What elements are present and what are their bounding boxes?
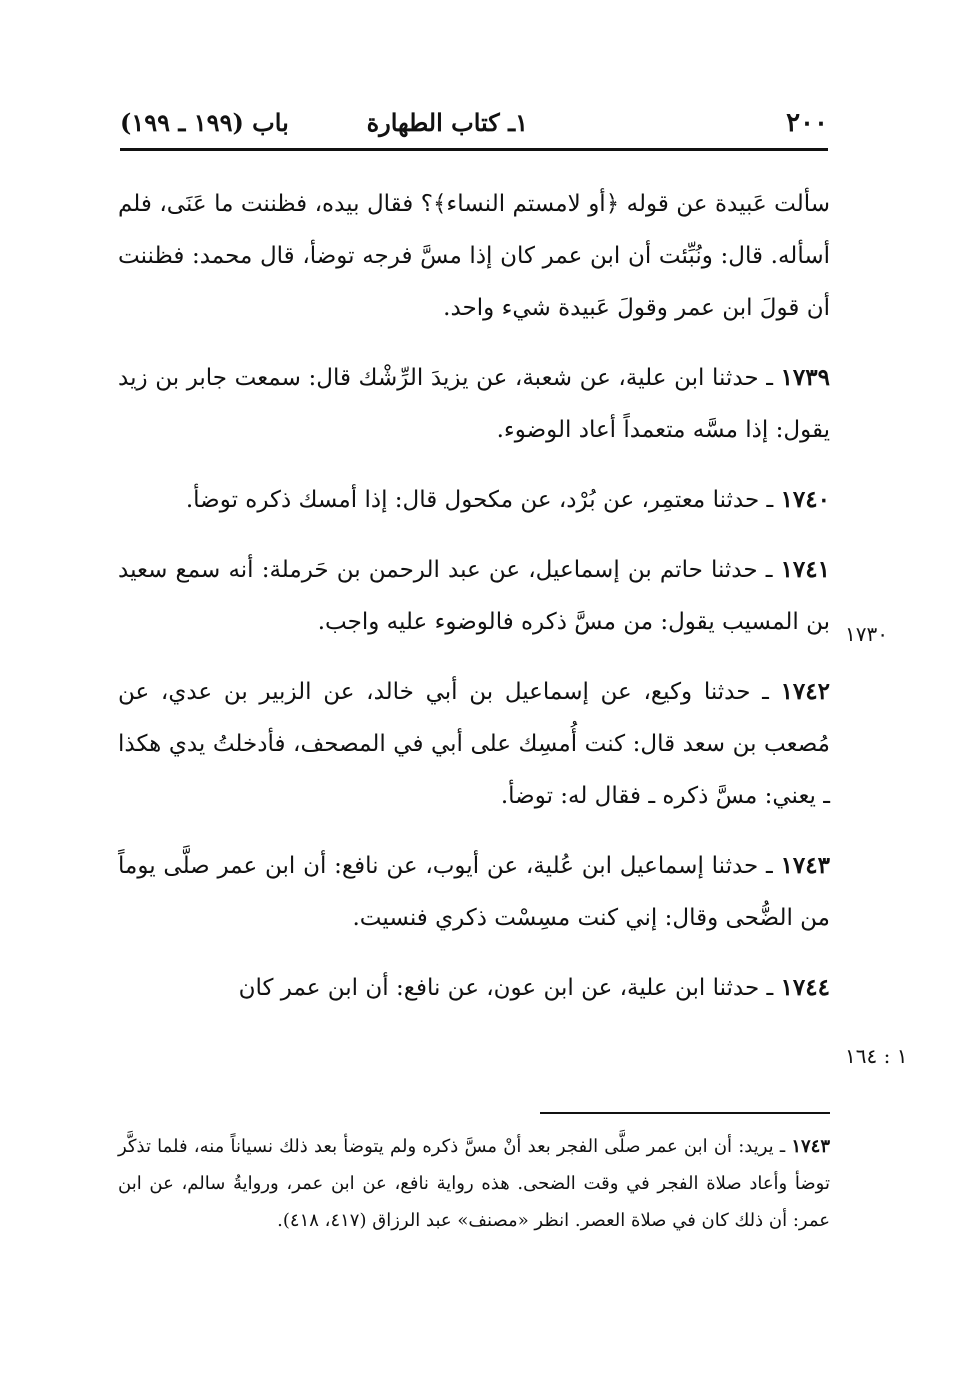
paragraph-text: ـ حدثنا حاتم بن إسماعيل، عن عبد الرحمن بن حَرملة: أنه سمع سعيد بن المسيب يقول: من مسَّ ذكره فالوضوء عليه واجب. xyxy=(118,557,830,635)
margin-reference: ١ : ١٦٤ xyxy=(845,1044,908,1068)
margin-reference: ١٧٣٠ xyxy=(845,622,888,646)
hadith-number: ١٧٤٣ xyxy=(780,852,830,879)
paragraph-text: ـ حدثنا وكيع، عن إسماعيل بن أبي خالد، عن الزبير بن عدي، عن مُصعب بن سعد قال: كنت أُمسِك على أبي في المصحف، فأدخلتُ يدي هكذا ـ يعني: مسَّ ذكره ـ فقال له: توضأ. xyxy=(118,679,830,809)
paragraph-text: ـ حدثنا ابن علية، عن ابن عون، عن نافع: أن ابن عمر كان xyxy=(238,975,781,1001)
page-header xyxy=(120,108,828,148)
footnote-number: ١٧٤٣ xyxy=(791,1136,830,1157)
paragraph xyxy=(118,352,830,456)
hadith-number: ١٧٤٤ xyxy=(780,974,830,1001)
page-number: ٢٠٠ xyxy=(786,108,828,138)
paragraph xyxy=(118,666,830,822)
hadith-number: ١٧٤٠ xyxy=(780,486,830,513)
paragraph-text: ـ حدثنا إسماعيل ابن عُلية، عن أيوب، عن نافع: أن ابن عمر صلَّى يوماً من الضُّحى وقال: إني كنت مسِسْت ذكري فنسيت. xyxy=(118,853,830,931)
paragraph xyxy=(118,544,830,648)
footnote xyxy=(118,1128,830,1239)
hadith-number: ١٧٣٩ xyxy=(780,364,830,391)
paragraph-text: ـ حدثنا معتمِر، عن بُرْد، عن مكحول قال: إذا أمسك ذكره توضأ. xyxy=(185,487,781,513)
header-rule xyxy=(120,148,828,151)
footnote-text: ـ يريد: أن ابن عمر صلَّى الفجر بعد أنْ مسَّ ذكره ولم يتوضأ بعد ذلك نسياناً منه، فلما تذكَّر توضأ وأعاد صلاة الفجر في وقت الضحى. هذه رواية نافع، عن ابن عمر، وروايةُ سالم، عن ابن عمر: أن ذلك كان في صلاة العصر. انظر «مصنف» عبد الرزاق (٤١٧، ٤١٨). xyxy=(118,1136,830,1231)
paragraph xyxy=(118,178,830,334)
hadith-number: ١٧٤٢ xyxy=(780,678,830,705)
hadith-number: ١٧٤١ xyxy=(780,556,830,583)
footnote-rule xyxy=(540,1112,830,1114)
paragraph xyxy=(118,840,830,944)
chapter-range: باب (١٩٩ ـ ١٩٩) xyxy=(120,108,289,137)
paragraph-text: ـ حدثنا ابن علية، عن شعبة، عن يزيدَ الرِّشْك قال: سمعت جابر بن زيد يقول: إذا مسَّه متعمداً أعاد الوضوء. xyxy=(118,365,830,443)
book-title: ١ـ كتاب الطهارة xyxy=(366,108,528,137)
paragraph xyxy=(118,962,830,1014)
paragraph-text: سألت عَبيدة عن قوله ﴿أو لامستم النساء﴾؟ فقال بيده، فظننت ما عَنَى، فلم أسأله. قال: ونُبِّئت أن ابن عمر كان إذا مسَّ فرجه توضأ، قال محمد: فظننت أن قولَ ابن عمر وقولَ عَبيدة شيء واحد. xyxy=(118,191,830,321)
paragraph xyxy=(118,474,830,526)
main-text xyxy=(118,178,830,1032)
